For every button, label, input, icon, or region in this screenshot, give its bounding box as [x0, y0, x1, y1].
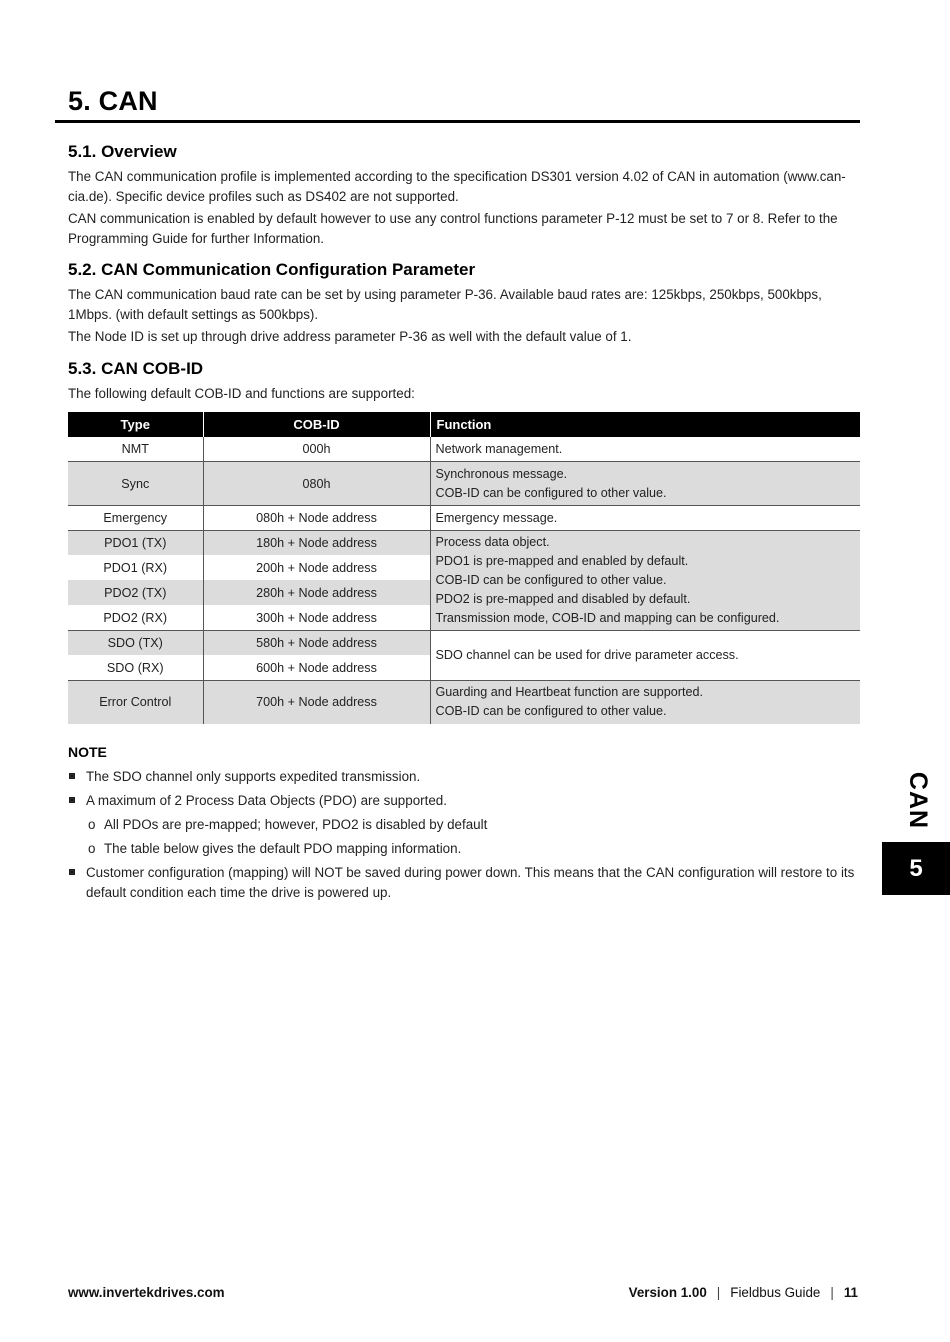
header-type: Type — [68, 412, 203, 437]
overview-paragraph-2: CAN communication is enabled by default however to use any control functions parameter P-12 must be set to 7 or 8. Refer to the Programming Guide for further Information. — [68, 211, 838, 246]
footer-separator: | — [716, 1285, 721, 1300]
cell-function: Synchronous message. COB-ID can be configured to other value. — [430, 462, 860, 506]
cell-type: Emergency — [68, 506, 203, 531]
overview-paragraph-1: The CAN communication profile is implemented according to the specification DS301 version 4.02 of CAN in automation (www.can-cia.de). Specific device profiles such as DS402 are not supported. — [68, 169, 846, 204]
cell-cobid: 000h — [203, 437, 430, 462]
section-heading-overview: 5.1. Overview — [68, 142, 177, 161]
table-row — [68, 631, 860, 656]
cobid-table — [68, 412, 860, 724]
cell-cobid: 080h — [203, 462, 430, 506]
section-heading-config: 5.2. CAN Communication Configuration Parameter — [68, 260, 476, 279]
note-heading: NOTE — [68, 744, 107, 760]
footer-separator: | — [830, 1285, 834, 1300]
cell-cobid: 300h + Node address — [203, 605, 430, 631]
cell-cobid: 600h + Node address — [203, 655, 430, 681]
header-function: Function — [430, 412, 860, 437]
cell-cobid: 580h + Node address — [203, 631, 430, 656]
cell-function: Emergency message. — [430, 506, 860, 531]
config-paragraph-1: The CAN communication baud rate can be set by using parameter P-36. Available baud rates are: 125kbps, 250kbps, 500kbps, 1Mbps. (with default settings as 500kbps). — [68, 287, 822, 322]
page-title: 5. CAN — [68, 86, 158, 116]
table-row — [68, 506, 860, 531]
cell-type: NMT — [68, 437, 203, 462]
title-rule — [55, 120, 860, 123]
cell-function: Guarding and Heartbeat function are supported. COB-ID can be configured to other value. — [430, 681, 860, 724]
cell-type: SDO (RX) — [68, 655, 203, 681]
side-tab-label: CAN — [903, 771, 932, 829]
side-tab-number: 5 — [882, 842, 950, 895]
cell-function: Network management. — [430, 437, 860, 462]
cell-type: PDO2 (TX) — [68, 580, 203, 605]
footer-info — [629, 1285, 858, 1300]
table-row — [68, 681, 860, 724]
footer-website: www.invertekdrives.com — [68, 1285, 225, 1300]
section-heading-cobid: 5.3. CAN COB-ID — [68, 359, 204, 378]
cell-cobid: 700h + Node address — [203, 681, 430, 724]
footer-guide: Fieldbus Guide — [730, 1285, 821, 1300]
table-row — [68, 531, 860, 556]
list-item: o All PDOs are pre-mapped; however, PDO2 is disabled by default — [68, 815, 858, 835]
cobid-paragraph-1: The following default COB-ID and functions are supported: — [68, 386, 415, 401]
cell-cobid: 080h + Node address — [203, 506, 430, 531]
list-item: A maximum of 2 Process Data Objects (PDO) are supported. — [68, 791, 858, 811]
note-list — [68, 767, 858, 907]
list-item: The SDO channel only supports expedited transmission. — [68, 767, 858, 787]
list-item: Customer configuration (mapping) will NOT be saved during power down. This means that the CAN configuration will restore to its default condition each time the drive is powered up. — [68, 863, 858, 902]
list-item: o The table below gives the default PDO mapping information. — [68, 839, 858, 859]
config-paragraph-2: The Node ID is set up through drive address parameter P-36 as well with the default value of 1. — [68, 329, 632, 344]
cell-cobid: 180h + Node address — [203, 531, 430, 556]
cell-type: PDO2 (RX) — [68, 605, 203, 631]
cell-cobid: 200h + Node address — [203, 555, 430, 580]
header-cobid: COB-ID — [203, 412, 430, 437]
table-header-row — [68, 412, 860, 437]
cell-function: SDO channel can be used for drive parameter access. — [430, 631, 860, 681]
cell-cobid: 280h + Node address — [203, 580, 430, 605]
cell-type: SDO (TX) — [68, 631, 203, 656]
sub-bullet-marker: o — [88, 817, 96, 832]
cell-type: PDO1 (RX) — [68, 555, 203, 580]
footer-page-number: 11 — [843, 1285, 858, 1300]
cell-type: PDO1 (TX) — [68, 531, 203, 556]
cell-type: Error Control — [68, 681, 203, 724]
table-row — [68, 437, 860, 462]
footer-version: Version 1.00 — [628, 1285, 707, 1300]
table-row — [68, 462, 860, 506]
cell-type: Sync — [68, 462, 203, 506]
cell-function: Process data object. PDO1 is pre-mapped and enabled by default. COB-ID can be configured to other value. PDO2 is pre-mapped and disabled by default. Transmission mode, COB-ID and mapping can be configured. — [430, 531, 860, 631]
sub-bullet-marker: o — [88, 841, 96, 856]
